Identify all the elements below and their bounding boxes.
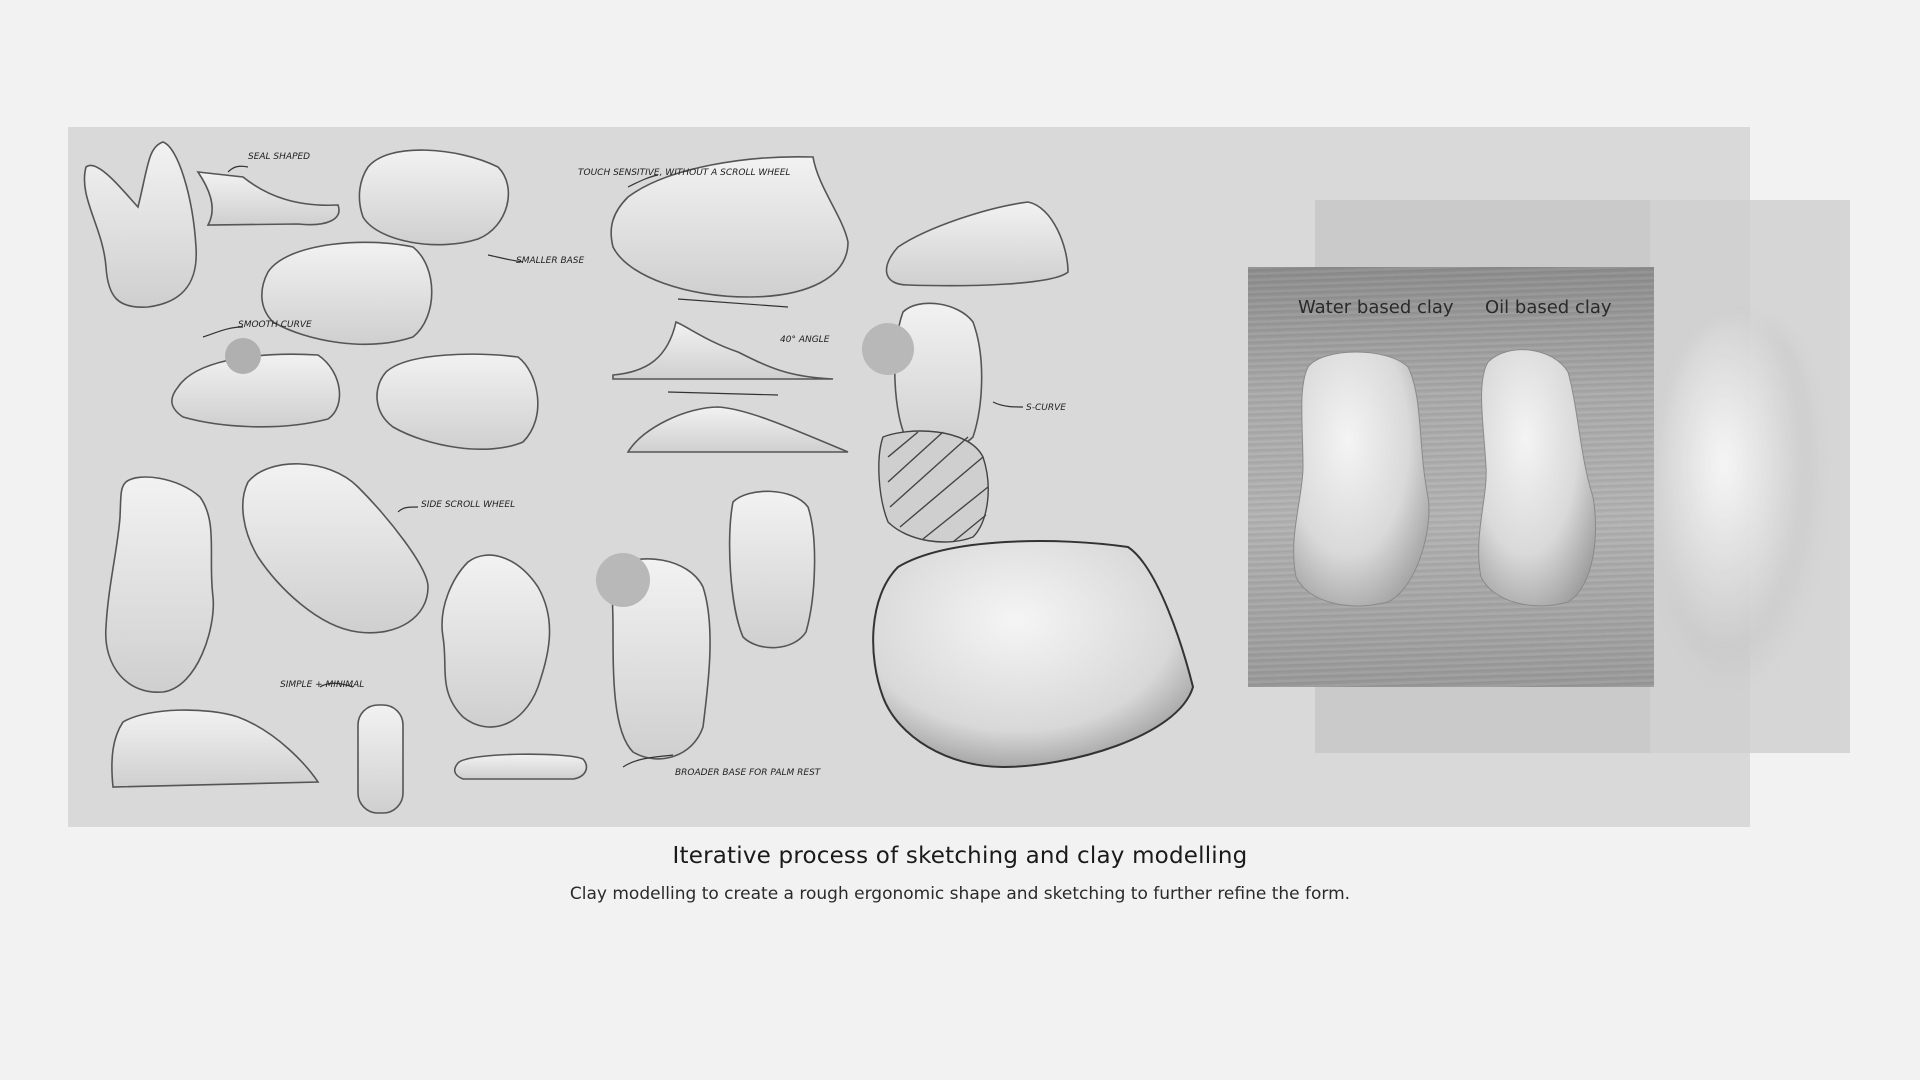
sketch-mouse-vertical-left	[106, 477, 214, 692]
clay-shapes	[1248, 267, 1654, 687]
note-side-scroll: SIDE SCROLL WHEEL	[421, 500, 516, 510]
sketch-mouse-mid-center	[730, 491, 815, 647]
sketch-profile-2	[628, 407, 848, 452]
oil-clay-label: Oil based clay	[1485, 297, 1612, 318]
note-smaller-base: SMALLER BASE	[516, 256, 585, 266]
oil-clay-shape	[1479, 350, 1596, 606]
water-clay-label: Water based clay	[1298, 297, 1454, 318]
caption-title: Iterative process of sketching and clay modelling	[672, 843, 1248, 869]
sketch-flat	[455, 754, 587, 779]
water-clay-shape	[1294, 352, 1429, 606]
note-smooth-curve: SMOOTH CURVE	[238, 320, 312, 330]
sketch-mouse-mid-left	[377, 354, 538, 449]
note-seal-shaped: SEAL SHAPED	[248, 152, 311, 162]
sketch-side-bottom	[112, 710, 318, 787]
note-touch-sensitive: TOUCH SENSITIVE, WITHOUT A SCROLL WHEEL	[578, 168, 791, 178]
sketch-rendered-mouse	[873, 541, 1193, 767]
marker-circle-3	[596, 553, 650, 607]
note-broader-base: BROADER BASE FOR PALM REST	[675, 768, 821, 778]
note-40-angle: 40° ANGLE	[780, 335, 830, 345]
ghost-clay-shape	[1660, 320, 1820, 680]
sketch-s-mouse	[442, 555, 550, 727]
sketch-side-scroll	[243, 464, 428, 633]
sketch-s-curve	[895, 303, 982, 450]
marker-circle-1	[225, 338, 261, 374]
sketch-palm-hatch	[879, 431, 988, 542]
clay-photo	[1248, 267, 1654, 687]
caption-subtitle: Clay modelling to create a rough ergonomic shape and sketching to further refine the form.	[569, 884, 1351, 904]
note-simple-minimal: SIMPLE + MINIMAL	[280, 680, 365, 690]
sketch-seal-side	[198, 172, 339, 225]
sketch-40-angle	[613, 322, 833, 379]
sketch-seal-vertical	[84, 142, 196, 307]
note-s-curve: S-CURVE	[1026, 403, 1066, 413]
sketch-mouse-top-3	[359, 150, 508, 245]
marker-circle-2	[862, 323, 914, 375]
sketch-simple-minimal	[358, 705, 403, 813]
sketch-top-right	[887, 202, 1068, 286]
